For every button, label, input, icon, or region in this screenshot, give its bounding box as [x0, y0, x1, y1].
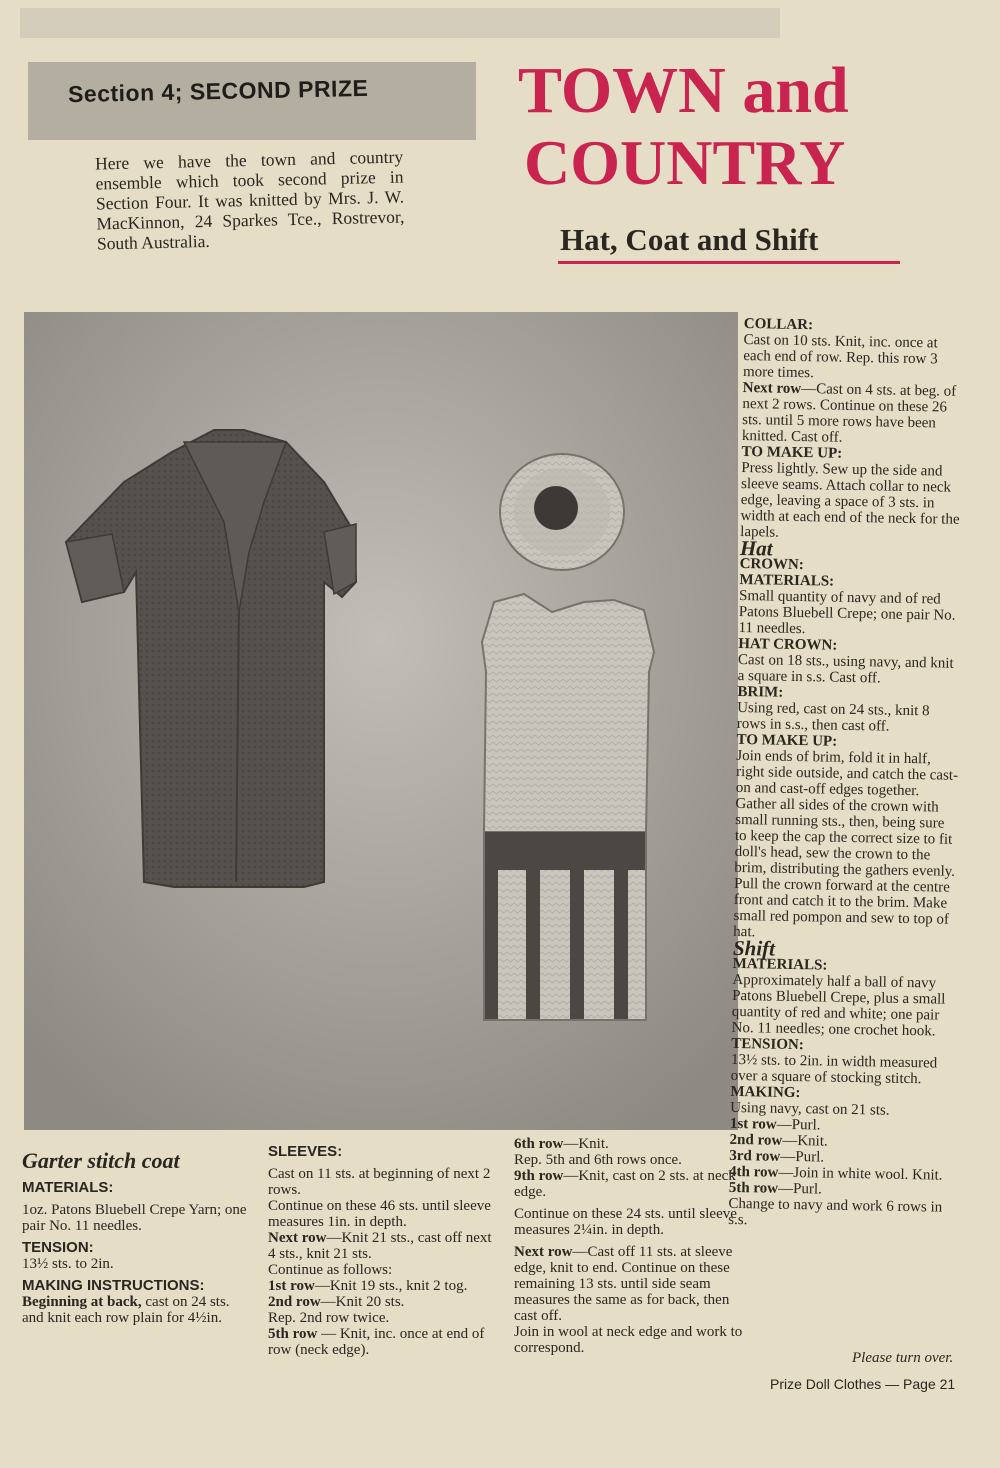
coat-making-heading: MAKING INSTRUCTIONS:	[22, 1277, 205, 1294]
shift-making-text: Using navy, cast on 21 sts.	[730, 1099, 890, 1119]
coat-making-paragraph	[22, 1294, 252, 1326]
collar-next-row	[742, 380, 965, 448]
sleeves-row-1	[268, 1278, 494, 1294]
shift-row-3-label: 3rd row	[729, 1147, 781, 1165]
intro-paragraph: Here we have the town and country ensemble which took second prize in Section Four. It was knitted by Mrs. J. W. MacKinnon, 24 Sparkes Tce., Rostrevor, South Australia.	[94, 146, 405, 254]
sleeves-next-row	[268, 1230, 494, 1262]
subtitle-underline	[558, 261, 900, 264]
hat-crown-text: Cast on 18 sts., using navy, and knit a square in s.s. Cast off.	[737, 651, 954, 687]
cont-row-9	[514, 1168, 746, 1200]
hat-materials-text: Small quantity of navy and of red Patons Bluebell Crepe; one pair No. 11 needles.	[738, 587, 956, 638]
sleeves-row-5-text: — Knit, inc. once at end of row (neck edge).	[268, 1326, 485, 1358]
cont-join: Join in wool at neck edge and work to correspond.	[514, 1324, 743, 1356]
sleeves-row-2	[268, 1294, 494, 1310]
shift-row-1-text: —Purl.	[776, 1116, 821, 1134]
coat-materials-heading: MATERIALS:	[22, 1179, 114, 1196]
shift-making-heading: MAKING:	[730, 1083, 801, 1102]
cont-row-9-text: —Knit, cast on 2 sts. at neck edge.	[514, 1168, 736, 1200]
shift-row-4-text: —Join in white wool. Knit.	[778, 1164, 943, 1184]
shift-row-1-label: 1st row	[729, 1115, 777, 1133]
cont-row-6-label: 6th row	[514, 1136, 564, 1152]
hat-shape	[500, 454, 624, 570]
sleeves-continue: Continue as follows:	[268, 1262, 393, 1278]
sleeves-row-2-label: 2nd row	[268, 1294, 321, 1310]
shift-tension-text: 13½ sts. to 2in. in width measured over a square of stocking stitch.	[730, 1051, 938, 1088]
cont-next-label: Next row	[514, 1244, 573, 1260]
cont-next-text: —Cast off 11 sts. at sleeve edge, knit to end. Continue on these remaining 13 sts. until side seam measures the same as for back, then cast off.	[514, 1244, 733, 1324]
cont-continue: Continue on these 24 sts. until sleeve measures 2¼in. in depth.	[514, 1206, 737, 1238]
sleeves-row-1-text: —Knit 19 sts., knit 2 tog.	[314, 1278, 468, 1294]
coat-heading: Garter stitch coat	[22, 1148, 180, 1173]
right-column	[728, 316, 966, 1232]
hat-crown-heading: HAT CROWN:	[738, 635, 838, 654]
collar-text: Cast on 10 sts. Knit, inc. once at each end of row. Rep. this row 3 more times.	[742, 331, 938, 382]
cont-repeat: Rep. 5th and 6th rows once.	[514, 1152, 682, 1168]
continuation-column	[514, 1136, 746, 1356]
cont-row-9-label: 9th row	[514, 1168, 564, 1184]
coat-making-label: Beginning at back,	[22, 1294, 142, 1310]
sleeves-p1: Cast on 11 sts. at beginning of next 2 rows.	[268, 1166, 491, 1198]
sleeves-next-text: —Knit 21 sts., cast off next 4 sts., knit 21 sts.	[268, 1230, 492, 1262]
hat-heading: Hat	[739, 535, 773, 561]
turn-over-note: Please turn over.	[852, 1350, 954, 1366]
sleeves-row-2-text: —Knit 20 sts.	[320, 1294, 405, 1310]
photo-illustration	[24, 312, 738, 1130]
collar-next-text: —Cast on 4 sts. at beg. of next 2 rows. Continue on these 26 sts. until 5 more rows have been knitted. Cast off.	[741, 381, 957, 446]
subtitle: Hat, Coat and Shift	[560, 222, 819, 257]
sleeves-column	[268, 1144, 494, 1358]
section-banner-text: Section 4; SECOND PRIZE	[67, 74, 369, 108]
sleeves-row-5	[268, 1326, 494, 1358]
sleeves-row-5-label: 5th row	[268, 1326, 318, 1342]
coat-materials-text: 1oz. Patons Bluebell Crepe Yarn; one pair No. 11 needles.	[22, 1202, 247, 1234]
shift-row-2-text: —Knit.	[782, 1132, 828, 1150]
coat-column	[22, 1148, 252, 1326]
garments-photo	[24, 312, 738, 1130]
make-up-heading: TO MAKE UP:	[741, 443, 843, 462]
page-footer: Prize Doll Clothes — Page 21	[770, 1376, 956, 1392]
sleeves-next-label: Next row	[268, 1230, 327, 1246]
shift-change-text: Change to navy and work 6 rows in s.s.	[728, 1195, 943, 1229]
shift-row-4-label: 4th row	[728, 1163, 779, 1181]
hat-make-up-text: Join ends of brim, fold it in half, right side outside, and catch the cast-on and cast-off edges together. Gather all sides of the crown with small running sts., then, being sure to keep the cap the correct size to fit doll's head, sew the crown to the brim, distributing the gathers evenly. Pull the crown forward at the centre front and catch it to the brim. Make small red pompon and sew to top of hat.	[733, 747, 959, 941]
sleeves-repeat: Rep. 2nd row twice.	[268, 1310, 390, 1326]
hat-materials-heading: MATERIALS:	[739, 571, 835, 590]
make-up-text: Press lightly. Sew up the side and sleeve seams. Attach collar to neck edge, leaving a space of 3 sts. in width at each end of the neck for the lapels.	[740, 459, 960, 541]
cont-row-6	[514, 1136, 746, 1152]
collar-heading: COLLAR:	[743, 316, 814, 334]
cont-next-row	[514, 1244, 746, 1324]
coat-making-text: cast on 24 sts. and knit each row plain for 4½in.	[22, 1294, 230, 1326]
shift-materials-text: Approximately half a ball of navy Patons Bluebell Crepe, plus a small quantity of red and white; one pair No. 11 needles; one crochet hook.	[731, 971, 946, 1040]
cont-row-6-text: —Knit.	[563, 1136, 609, 1152]
sleeves-heading: SLEEVES:	[268, 1143, 343, 1160]
brim-heading: BRIM:	[737, 683, 784, 701]
shift-row-3-text: —Purl.	[780, 1148, 825, 1166]
shift-row-2-label: 2nd row	[729, 1131, 783, 1149]
sleeves-p2: Continue on these 46 sts. until sleeve measures 1in. in depth.	[268, 1198, 491, 1230]
hat-make-up-heading: TO MAKE UP:	[736, 731, 838, 750]
tape-strip	[20, 8, 780, 38]
shift-materials-heading: MATERIALS:	[732, 955, 828, 974]
shift-row-5-label: 5th row	[728, 1179, 779, 1197]
collar-next-label: Next row	[742, 379, 802, 398]
shift-heading: Shift	[732, 935, 776, 961]
brim-text: Using red, cast on 24 sts., knit 8 rows in s.s., then cast off.	[736, 699, 930, 735]
coat-tension-heading: TENSION:	[22, 1239, 94, 1256]
shift-shape	[482, 594, 654, 1020]
crown-heading: CROWN:	[739, 555, 804, 574]
sleeves-row-1-label: 1st row	[268, 1278, 315, 1294]
coat-tension-text: 13½ sts. to 2in.	[22, 1256, 114, 1272]
title-line-1: TOWN and	[518, 54, 849, 127]
shift-tension-heading: TENSION:	[731, 1035, 804, 1054]
shift-row-5-text: —Purl.	[777, 1180, 822, 1198]
title-line-2: COUNTRY	[524, 127, 846, 198]
